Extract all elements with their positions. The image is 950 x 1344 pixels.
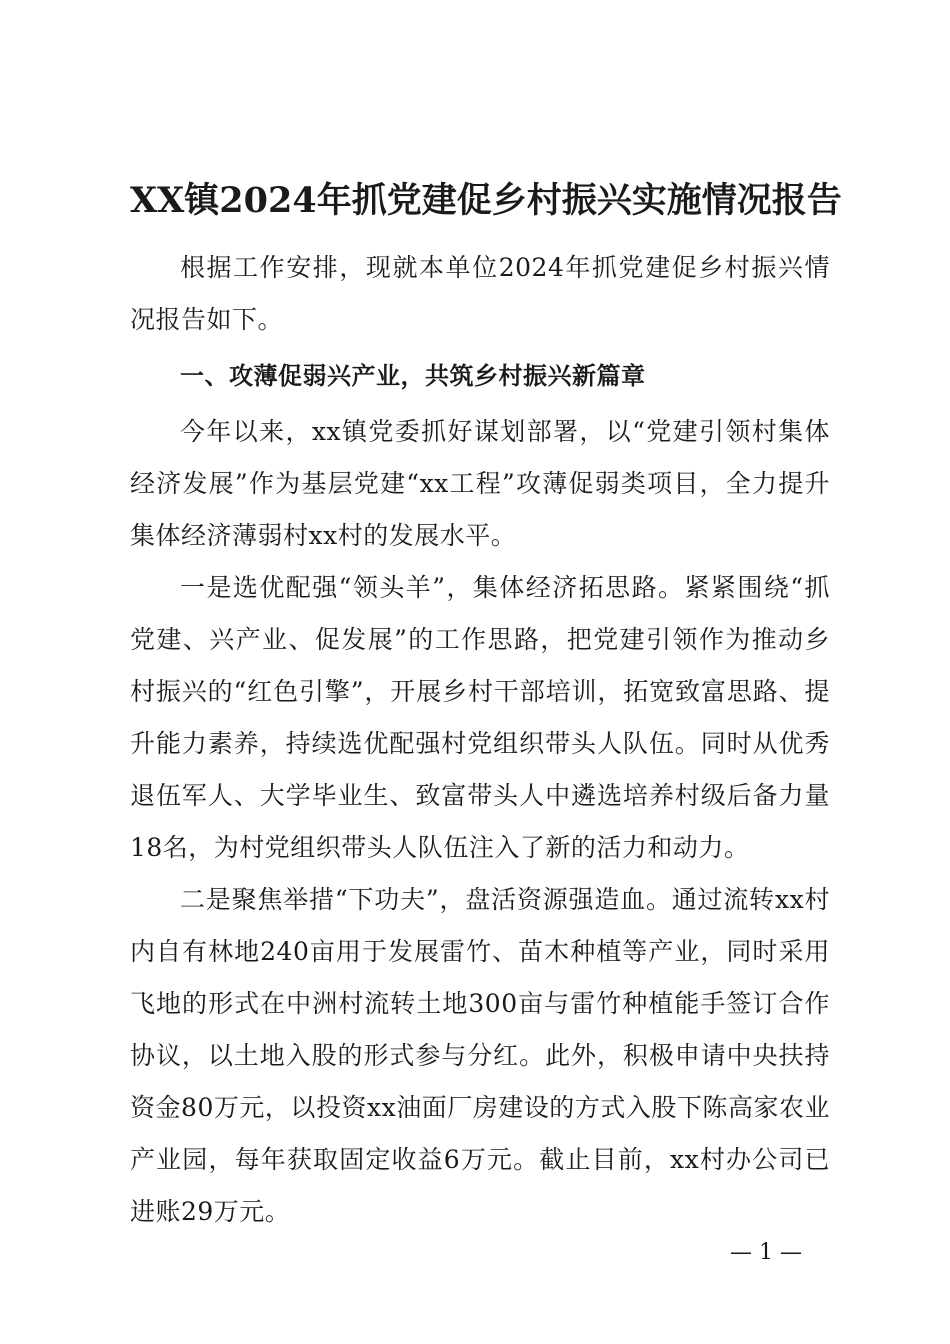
- section-heading: 一、攻薄促弱兴产业，共筑乡村振兴新篇章: [180, 362, 646, 390]
- body-paragraph-1: 今年以来，xx镇党委抓好谋划部署，以“党建引领村集体经济发展”作为基层党建“xx工程”攻薄促弱类项目，全力提升集体经济薄弱村xx村的发展水平。: [130, 417, 830, 550]
- body-paragraph-2: 一是选优配强“领头羊”，集体经济拓思路。紧紧围绕“抓党建、兴产业、促发展”的工作思路，把党建引领作为推动乡村振兴的“红色引擎”，开展乡村干部培训，拓宽致富思路、提升能力素养，持续选优配强村党组织带头人队伍。同时从优秀退伍军人、大学毕业生、致富带头人中遴选培养村级后备力量18名，为村党组织带头人队伍注入了新的活力和动力。: [130, 573, 830, 862]
- document-title: XX镇2024年抓党建促乡村振兴实施情况报告: [130, 180, 842, 221]
- document-body: [130, 168, 842, 1238]
- page-number: — 1 —: [730, 1240, 802, 1265]
- intro-paragraph: 根据工作安排，现就本单位2024年抓党建促乡村振兴情况报告如下。: [130, 253, 830, 334]
- body-paragraph-3: 二是聚焦举措“下功夫”，盘活资源强造血。通过流转xx村内自有林地240亩用于发展雷竹、苗木种植等产业，同时采用飞地的形式在中洲村流转土地300亩与雷竹种植能手签订合作协议，以土地入股的形式参与分红。此外，积极申请中央扶持资金80万元，以投资xx油面厂房建设的方式入股下陈高家农业产业园，每年获取固定收益6万元。截止目前，xx村办公司已进账29万元。: [130, 885, 830, 1226]
